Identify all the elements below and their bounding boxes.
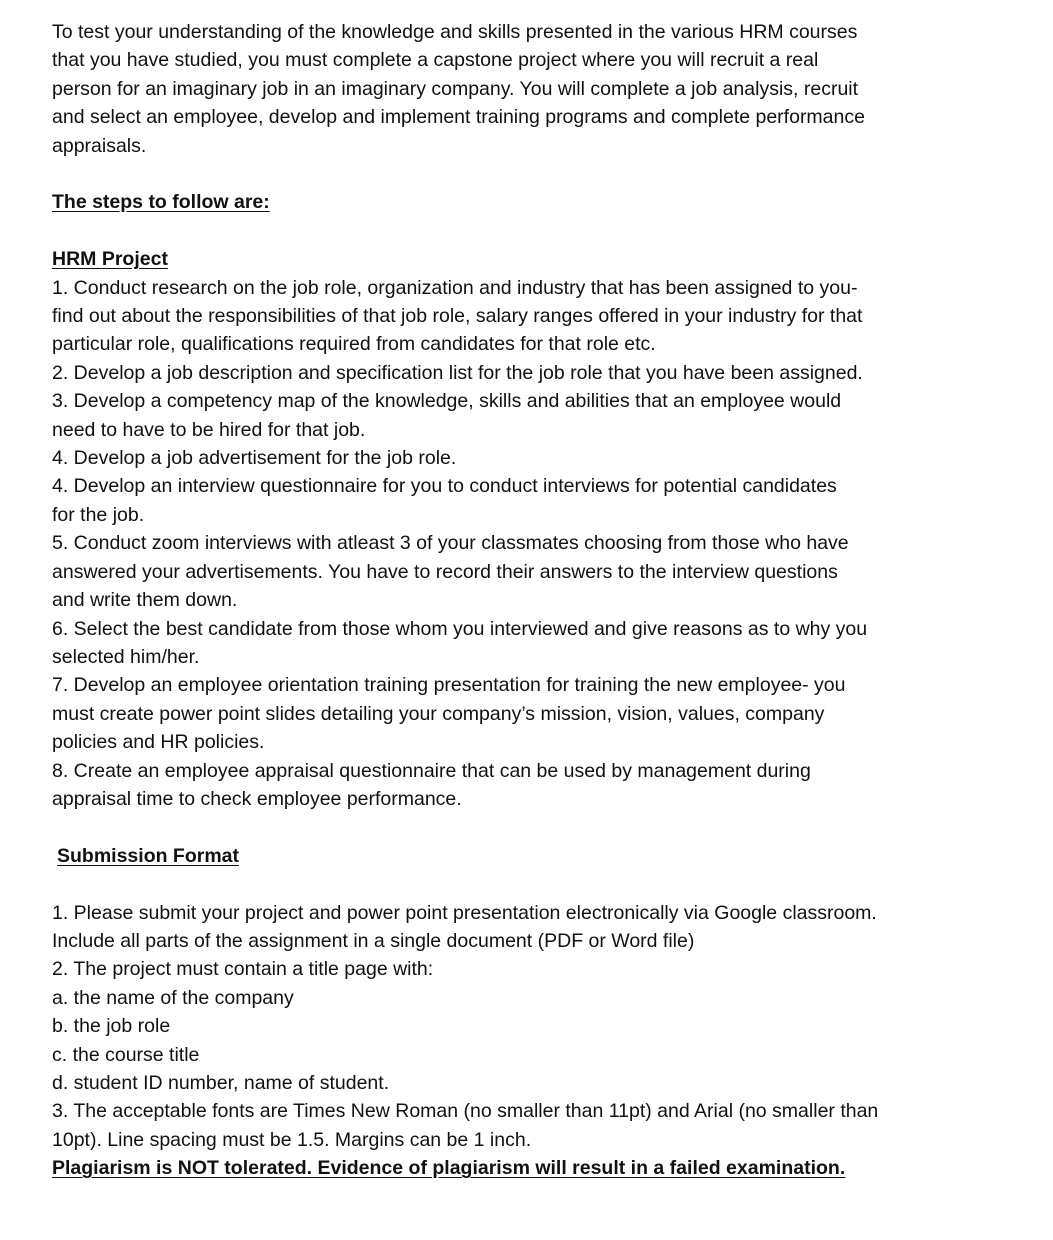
submission-line: 10pt). Line spacing must be 1.5. Margins can be 1 inch. (52, 1128, 532, 1151)
project-step-line: appraisal time to check employee performance. (52, 787, 462, 810)
submission-line: c. the course title (52, 1043, 200, 1066)
project-step-line: answered your advertisements. You have to record their answers to the interview questions (52, 560, 838, 583)
steps-heading-line (52, 188, 1012, 216)
project-step-line: 2. Develop a job description and specification list for the job role that you have been assigned. (52, 361, 863, 384)
spacer (52, 217, 1012, 245)
document-page (52, 18, 1012, 1183)
submission-line: b. the job role (52, 1015, 171, 1038)
intro-line: that you have studied, you must complete a capstone project where you will recruit a real (52, 49, 819, 72)
project-heading: HRM Project (52, 248, 168, 271)
project-step-line: 6. Select the best candidate from those whom you interviewed and give reasons as to why you (52, 617, 868, 640)
project-step-line: 3. Develop a competency map of the knowledge, skills and abilities that an employee would (52, 390, 842, 413)
project-step-line: 4. Develop a job advertisement for the job role. (52, 447, 457, 470)
submission-heading: Submission Format (57, 844, 240, 867)
project-step-line: for the job. (52, 503, 145, 526)
submission-line: 2. The project must contain a title page with: (52, 958, 434, 981)
project-step-line: selected him/her. (52, 645, 200, 668)
intro-line: appraisals. (52, 134, 147, 157)
submission-line: 3. The acceptable fonts are Times New Roman (no smaller than 11pt) and Arial (no smaller than (52, 1100, 879, 1123)
submission-line: Include all parts of the assignment in a single document (PDF or Word file) (52, 929, 695, 952)
plagiarism-warning: Plagiarism is NOT tolerated. Evidence of plagiarism will result in a failed examination. (52, 1157, 846, 1180)
project-step-line: policies and HR policies. (52, 731, 265, 754)
submission-line: d. student ID number, name of student. (52, 1071, 390, 1094)
steps-heading: The steps to follow are: (52, 191, 270, 214)
plagiarism-warning-line (52, 1154, 1012, 1182)
intro-paragraph (52, 18, 1012, 160)
spacer (52, 870, 1012, 898)
project-step-line: 7. Develop an employee orientation training presentation for training the new employee- you (52, 674, 846, 697)
intro-line: person for an imaginary job in an imaginary company. You will complete a job analysis, recruit (52, 77, 859, 100)
spacer (52, 813, 1012, 841)
submission-format-section (52, 842, 1012, 1183)
project-step-line: and write them down. (52, 589, 238, 612)
submission-line: 1. Please submit your project and power point presentation electronically via Google classroom. (52, 901, 877, 924)
project-heading-line (52, 245, 1012, 273)
project-step-line: 1. Conduct research on the job role, organization and industry that has been assigned to you- (52, 276, 858, 299)
intro-line: and select an employee, develop and implement training programs and complete performance (52, 106, 865, 129)
submission-heading-line (52, 842, 1012, 870)
project-step-line: 5. Conduct zoom interviews with atleast 3 of your classmates choosing from those who have (52, 532, 849, 555)
project-step-line: must create power point slides detailing your company’s mission, vision, values, company (52, 702, 825, 725)
hrm-project-section (52, 245, 1012, 813)
spacer (52, 160, 1012, 188)
intro-line: To test your understanding of the knowledge and skills presented in the various HRM courses (52, 21, 858, 43)
project-step-line: find out about the responsibilities of that job role, salary ranges offered in your industry for that (52, 305, 863, 328)
project-step-line: 8. Create an employee appraisal questionnaire that can be used by management during (52, 759, 811, 782)
submission-line: a. the name of the company (52, 986, 294, 1009)
project-step-line: 4. Develop an interview questionnaire for you to conduct interviews for potential candidates (52, 475, 837, 498)
project-step-line: particular role, qualifications required from candidates for that role etc. (52, 333, 656, 356)
project-step-line: need to have to be hired for that job. (52, 418, 366, 441)
